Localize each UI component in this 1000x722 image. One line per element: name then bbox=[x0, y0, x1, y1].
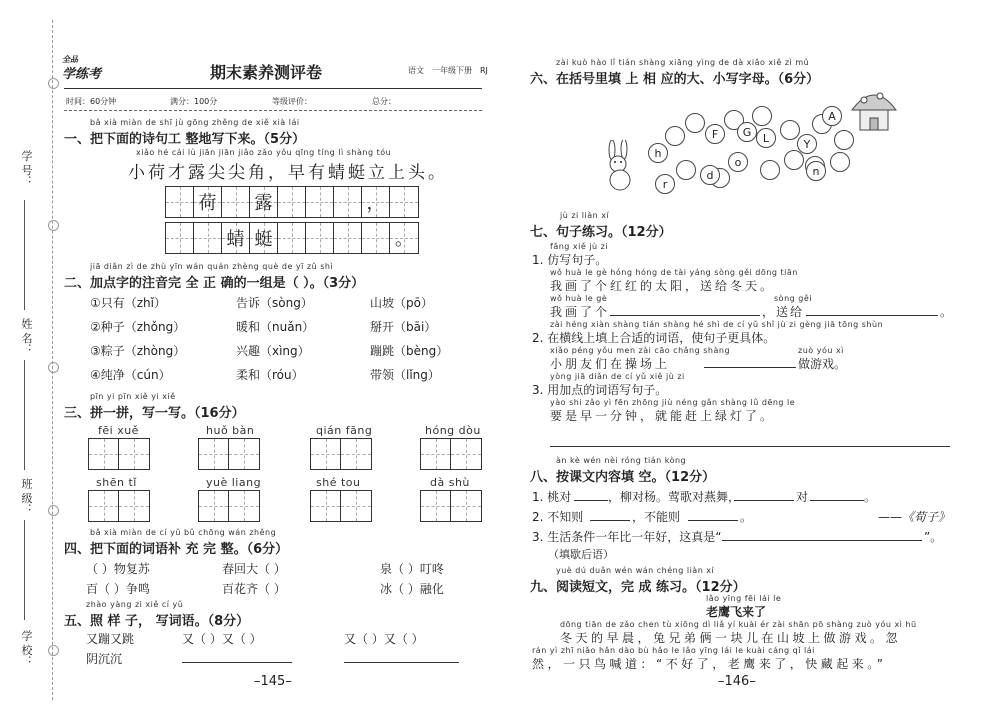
poem-pinyin: xiǎo hé cái lù jiān jiān jiǎo zǎo yǒu qīng tíng lì shàng tóu bbox=[136, 148, 392, 157]
s3-word-pinyin: dà shù bbox=[430, 476, 470, 489]
s8-q3-hint: （填歇后语） bbox=[548, 548, 614, 561]
s3-word-pinyin: yuè liang bbox=[206, 476, 262, 489]
s8-q2c: 。 bbox=[740, 510, 753, 524]
s6-title: 六、在括号里填 上 相 应的大、小写字母。（6分） bbox=[530, 72, 820, 87]
binding-dashed-line bbox=[52, 20, 53, 700]
grid-cell[interactable] bbox=[306, 223, 334, 253]
flower-letter[interactable]: L bbox=[756, 128, 776, 148]
header-rule-dashed bbox=[64, 110, 482, 111]
side-line bbox=[24, 520, 25, 620]
grid-cell[interactable] bbox=[222, 187, 250, 217]
time-info: 时间：60分钟 bbox=[66, 97, 117, 106]
page-title: 期末素养测评卷 bbox=[210, 63, 323, 82]
story-line2: 然，一只鸟喊道：“不好了，老鹰来了，快藏起来。” bbox=[532, 657, 887, 671]
grid-cell[interactable] bbox=[306, 187, 334, 217]
answer-line[interactable] bbox=[688, 520, 738, 521]
s7-q2a-pinyin: xiǎo péng yǒu men zài cāo chǎng shàng bbox=[550, 346, 731, 355]
answer-line[interactable] bbox=[810, 500, 864, 501]
s4-pinyin: bǎ xià miàn de cí yǔ bǔ chōng wán zhěng bbox=[90, 528, 277, 537]
s1-title: 一、把下面的诗句工 整地写下来。（5分） bbox=[64, 132, 306, 147]
s7-q1b: 我画了个 bbox=[550, 305, 611, 319]
s4-item: （ ）物复苏 bbox=[86, 562, 150, 576]
s2-item: 带领（lǐng） bbox=[370, 368, 440, 382]
s9-pinyin: yuè dú duǎn wén wán chéng liàn xí bbox=[556, 566, 715, 575]
flower-letter[interactable]: A bbox=[822, 106, 842, 126]
s5-example: 又蹦又跳 bbox=[86, 632, 135, 646]
s5-blank[interactable]: 又（ ）又（ ） bbox=[344, 632, 424, 646]
flower-letter[interactable] bbox=[760, 160, 780, 180]
mushroom-house-illustration bbox=[848, 86, 900, 134]
s4-item: 百花齐（ ） bbox=[222, 582, 286, 596]
s3-word-pinyin: hóng dòu bbox=[425, 424, 481, 437]
grid-cell[interactable] bbox=[166, 187, 194, 217]
side-line bbox=[24, 360, 25, 470]
s3-word-pinyin: huǒ bàn bbox=[206, 424, 255, 437]
logo bbox=[62, 54, 122, 80]
s3-answer-grid[interactable] bbox=[198, 490, 260, 522]
flower-letter[interactable]: F bbox=[705, 124, 725, 144]
answer-line[interactable] bbox=[722, 540, 922, 541]
s3-title: 三、拼一拼，写一写。（16分） bbox=[64, 406, 245, 421]
page-number-right: –146– bbox=[718, 674, 756, 689]
binding-hole bbox=[48, 78, 59, 89]
flower-letter[interactable]: Y bbox=[797, 134, 817, 154]
s7-q3: 3. 用加点的词语写句子。 bbox=[532, 383, 668, 397]
s2-item: 掰开（bāi） bbox=[370, 320, 437, 334]
s4-item: 泉（ ）叮咚 bbox=[380, 562, 444, 576]
flower-letter[interactable]: r bbox=[655, 174, 675, 194]
flower-letter[interactable] bbox=[685, 113, 705, 133]
s4-item: 春回大（ ） bbox=[222, 562, 286, 576]
header-rule bbox=[64, 88, 482, 89]
poem-text: 小荷才露尖尖角，早有蜻蜓立上头。 bbox=[128, 163, 448, 183]
s7-q2b-pinyin: zuò yóu xì bbox=[798, 346, 844, 355]
s2-item: 蹦跳（bèng） bbox=[370, 344, 449, 358]
answer-line[interactable] bbox=[182, 662, 292, 663]
s8-q1c: 对 bbox=[796, 490, 809, 504]
flower-letter[interactable] bbox=[752, 106, 772, 126]
s5-pinyin: zhào yàng zi xiě cí yǔ bbox=[86, 600, 184, 609]
s2-item: ④纯净（cún） bbox=[90, 368, 171, 382]
flower-letter[interactable] bbox=[834, 130, 854, 150]
s2-pinyin: jiā diǎn zì de zhù yīn wán quán zhèng què de yī zǔ shì bbox=[90, 262, 334, 271]
s5-example: 阴沉沉 bbox=[86, 652, 123, 666]
writing-grid-row2[interactable] bbox=[165, 222, 419, 254]
s3-answer-grid[interactable] bbox=[88, 490, 150, 522]
story-title-pinyin: lǎo yīng fēi lái le bbox=[706, 594, 782, 603]
flower-letter[interactable] bbox=[676, 160, 696, 180]
binding-hole bbox=[48, 505, 59, 516]
s3-word-pinyin: shēn tǐ bbox=[96, 476, 137, 489]
s7-q1a-pinyin: wǒ huà le gè hóng hóng de tài yáng sòng gěi dōng tiān bbox=[550, 268, 798, 277]
binding-strip bbox=[0, 0, 60, 722]
s8-q2: 2. 不知则 bbox=[532, 510, 584, 524]
score-info: 满分：100分 bbox=[170, 97, 218, 106]
s8-title: 八、按课文内容填 空。（12分） bbox=[530, 470, 716, 485]
page-number-left: –145– bbox=[254, 674, 292, 689]
s5-blank[interactable]: 又（ ）又（ ） bbox=[182, 632, 262, 646]
grade-info: 等级评价： bbox=[272, 97, 312, 106]
s3-answer-grid[interactable] bbox=[88, 438, 150, 470]
s3-word-pinyin: shé tou bbox=[316, 476, 361, 489]
s3-word-pinyin: qián fāng bbox=[316, 424, 373, 437]
s7-q3a: 要是早一分钟，就能赶上绿灯了。 bbox=[550, 409, 776, 423]
answer-line[interactable] bbox=[590, 520, 630, 521]
total-info: 总分： bbox=[372, 97, 396, 106]
s7-q1: 1. 仿写句子。 bbox=[532, 253, 608, 267]
answer-line[interactable] bbox=[704, 367, 796, 368]
s7-q1b-pinyin: wǒ huà le gè bbox=[550, 294, 608, 303]
story-title: 老鹰飞来了 bbox=[706, 605, 767, 619]
grid-cell[interactable] bbox=[166, 223, 194, 253]
s2-item: 暖和（nuǎn） bbox=[236, 320, 315, 334]
answer-line[interactable] bbox=[550, 446, 950, 447]
grid-cell[interactable] bbox=[278, 187, 306, 217]
flower-letter[interactable] bbox=[665, 126, 685, 146]
s2-item: 山坡（pō） bbox=[370, 296, 433, 310]
flower-letter[interactable]: o bbox=[728, 152, 748, 172]
s8-q3b: ”。 bbox=[924, 530, 943, 544]
story-line1: 冬天的早晨，兔兄弟俩一块儿在山坡上做游戏。忽 bbox=[560, 631, 902, 645]
side-label-xingming: 姓 名： bbox=[20, 318, 33, 355]
side-label-banji: 班 级： bbox=[20, 478, 33, 515]
s2-title: 二、加点字的注音完 全 正 确的一组是（ ）。（3分） bbox=[64, 276, 365, 291]
binding-hole bbox=[48, 362, 59, 373]
answer-line[interactable] bbox=[734, 500, 794, 501]
flower-letter[interactable]: d bbox=[700, 165, 720, 185]
s2-item: ②种子（zhǒng） bbox=[90, 320, 186, 334]
grid-cell[interactable]: ， bbox=[362, 187, 390, 217]
s2-item: 兴趣（xìng） bbox=[236, 344, 310, 358]
rabbit-illustration bbox=[600, 140, 640, 192]
s2-item: ③粽子（zhòng） bbox=[90, 344, 186, 358]
s2-item: 告诉（sòng） bbox=[236, 296, 313, 310]
s8-q2b: ，不能则 bbox=[632, 510, 681, 524]
s7-q1b3: 。 bbox=[940, 305, 953, 319]
s8-q1: 1. 桃对 bbox=[532, 490, 572, 504]
binding-hole bbox=[48, 645, 59, 656]
flower-letter[interactable]: h bbox=[648, 143, 668, 163]
side-line bbox=[24, 200, 25, 310]
s3-answer-grid[interactable] bbox=[420, 438, 482, 470]
flower-letter[interactable]: G bbox=[737, 122, 757, 142]
story-line1-pinyin: dōng tiān de zǎo chen tù xiōng dì liǎ yí kuài ér zài shān pō shàng zuò yóu xì hū bbox=[560, 620, 917, 629]
s7-q1-pinyin: fǎng xiě jù zi bbox=[550, 242, 609, 251]
s3-answer-grid[interactable] bbox=[310, 490, 372, 522]
s7-q2: 2. 在横线上填上合适的词语，使句子更具体。 bbox=[532, 331, 776, 345]
flower-letter[interactable] bbox=[784, 150, 804, 170]
s3-answer-grid[interactable] bbox=[198, 438, 260, 470]
s1-pinyin: bǎ xià miàn de shī jù gōng zhěng de xiě xià lái bbox=[90, 118, 300, 127]
logo-main: 学练考 bbox=[62, 67, 102, 82]
story-line2-pinyin: rán yì zhī niǎo hǎn dào bù hǎo le lǎo yīng lái le kuài cáng qǐ lái bbox=[532, 646, 815, 655]
grid-cell[interactable]: 蜻 bbox=[222, 223, 250, 253]
flower-letter[interactable] bbox=[830, 152, 850, 172]
s8-pinyin: àn kè wén nèi róng tián kòng bbox=[556, 456, 687, 465]
s8-q3: 3. 生活条件一年比一年好，这真是“ bbox=[532, 530, 722, 544]
flower-letter[interactable]: n bbox=[806, 161, 826, 181]
grid-cell[interactable] bbox=[362, 223, 390, 253]
s9-title: 九、阅读短文，完 成 练习。（12分） bbox=[530, 580, 746, 595]
grid-cell[interactable] bbox=[334, 187, 362, 217]
grid-cell[interactable]: 露 bbox=[250, 187, 278, 217]
s7-q2a: 小朋友们在操场上 bbox=[550, 357, 671, 371]
grid-cell[interactable]: 荷 bbox=[194, 187, 222, 217]
writing-grid-row1[interactable] bbox=[165, 186, 419, 218]
side-label-xuehao: 学 号： bbox=[20, 150, 33, 187]
s2-item: ①只有（zhǐ） bbox=[90, 296, 166, 310]
s7-pinyin: jù zi liàn xí bbox=[560, 211, 610, 220]
s7-q2-pinyin: zài héng xiàn shàng tián shàng hé shì de cí yǔ shǐ jù zi gèng jiā tōng shùn bbox=[550, 320, 884, 329]
s7-q1b2: ，送给 bbox=[762, 305, 805, 319]
s7-q1a: 我画了个红红的太阳，送给冬天。 bbox=[550, 279, 776, 293]
grid-cell[interactable] bbox=[194, 223, 222, 253]
s8-q2-source: ——《荀子》 bbox=[878, 510, 951, 524]
s4-item: 冰（ ）融化 bbox=[380, 582, 444, 596]
s7-q1b2-pinyin: sòng gěi bbox=[774, 294, 812, 303]
grid-cell[interactable]: 蜓 bbox=[250, 223, 278, 253]
s7-title: 七、句子练习。（12分） bbox=[530, 225, 672, 240]
binding-hole bbox=[48, 220, 59, 231]
grid-cell[interactable] bbox=[334, 223, 362, 253]
s7-q2b: 做游戏。 bbox=[798, 357, 847, 371]
s4-title: 四、把下面的词语补 充 完 整。（6分） bbox=[64, 542, 289, 557]
answer-line[interactable] bbox=[344, 662, 459, 663]
s8-q1b: ，柳对杨。莺歌对燕舞， bbox=[608, 490, 741, 504]
s7-q3-pinyin: yòng jiā diǎn de cí yǔ xiě jù zi bbox=[550, 372, 685, 381]
grid-cell[interactable] bbox=[390, 187, 418, 217]
flower-letter[interactable] bbox=[780, 120, 800, 140]
s3-answer-grid[interactable] bbox=[310, 438, 372, 470]
grid-cell[interactable] bbox=[278, 223, 306, 253]
s3-answer-grid[interactable] bbox=[420, 490, 482, 522]
s8-q1d: 。 bbox=[864, 490, 877, 504]
s5-title: 五、照 样 子， 写词语。（8分） bbox=[64, 614, 250, 629]
s4-item: 百（ ）争鸣 bbox=[86, 582, 150, 596]
answer-line[interactable] bbox=[806, 315, 938, 316]
s6-pinyin: zài kuò hào lǐ tián shàng xiāng yìng de dà xiǎo xiě zì mǔ bbox=[556, 58, 810, 67]
grid-cell[interactable]: 。 bbox=[390, 223, 418, 253]
answer-line[interactable] bbox=[574, 500, 608, 501]
answer-line[interactable] bbox=[610, 315, 760, 316]
s2-item: 柔和（róu） bbox=[236, 368, 304, 382]
s3-word-pinyin: fēi xuě bbox=[98, 424, 139, 437]
s3-pinyin: pīn yi pīn xiě yi xiě bbox=[90, 392, 176, 401]
s7-q3a-pinyin: yào shi zǎo yì fēn zhōng jiù néng gǎn shàng lǜ dēng le bbox=[550, 398, 796, 407]
side-label-xuexiao: 学 校： bbox=[20, 630, 33, 667]
logo-top: 全品 bbox=[62, 55, 78, 64]
subject-info: 语文 一年级下册 RJ bbox=[408, 66, 488, 75]
